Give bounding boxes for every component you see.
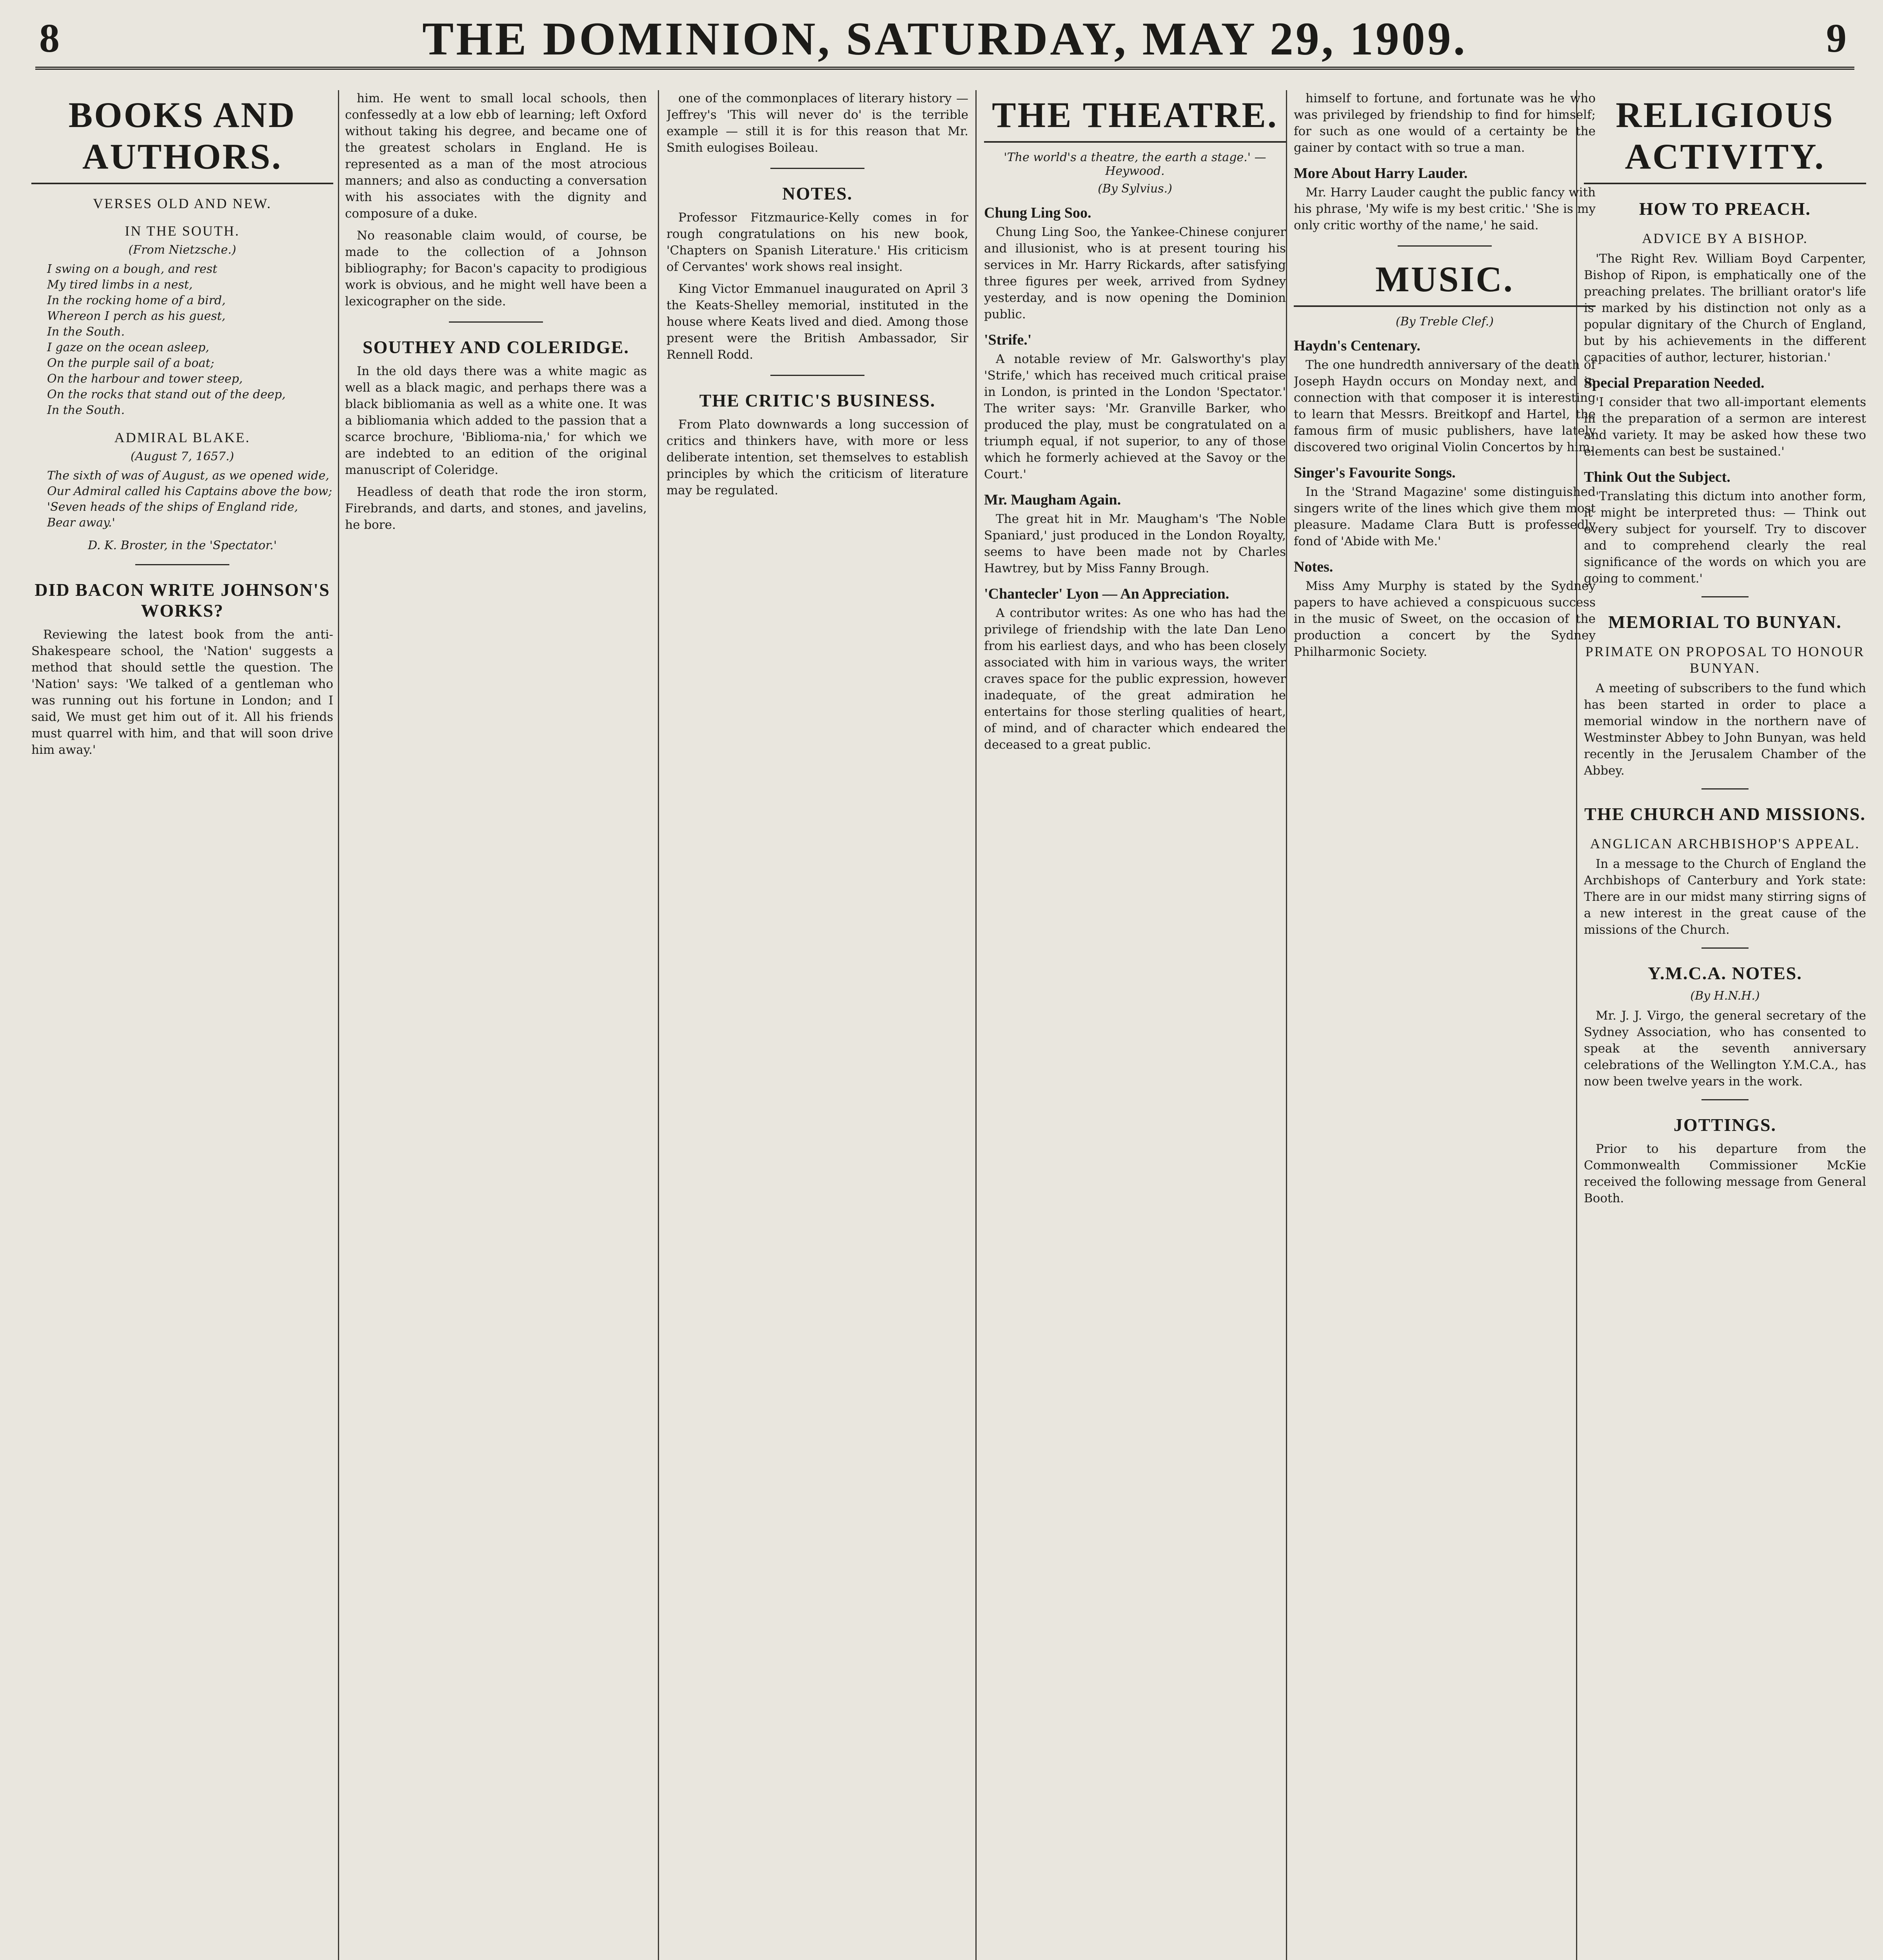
divider <box>1701 788 1749 789</box>
divider <box>770 168 864 169</box>
article-paragraph: 'Translating this dictum into another form, it might be interpreted thus: — Think out every subject for yourself. Try to discover and to comprehend clearly the real significance of the words on which you are going to comment.' <box>1584 489 1866 586</box>
column-religious-activity <box>1584 90 1866 1960</box>
article-paragraph: Chung Ling Soo, the Yankee-Chinese conjurer and illusionist, who is at present touring his services in Mr. Harry Rickards, after satisfying three figures per week, arrived from Sydney yesterday, and is now opening the Dominion public. <box>984 225 1286 321</box>
column-rule <box>338 90 339 1960</box>
article-paragraph: A meeting of subscribers to the fund which has been started in order to place a memorial window in the northern nave of Westminster Abbey to John Bunyan, was held recently in the Jerusalem Chamber of the Abbey. <box>1584 681 1866 778</box>
article-paragraph: Headless of death that rode the iron storm, Firebrands, and darts, and stones, and javelins, he bore. <box>345 485 647 532</box>
column-theatre <box>984 90 1286 1960</box>
byline: (By H.N.H.) <box>1690 989 1760 1003</box>
heading-southey-and-coleridge: SOUTHEY AND COLERIDGE. <box>362 337 630 357</box>
article-paragraph: 'The Right Rev. William Boyd Carpenter, Bishop of Ripon, is emphatically one of the preaching prelates. The brilliant orator's life is marked by his distinction not only as a popular dignitary of the Church of England, but by his achievements in the different capacities of author, lecturer, historian.' <box>1584 252 1866 365</box>
article-paragraph: King Victor Emmanuel inaugurated on April 3 the Keats-Shelley memorial, instituted in the house where Keats lived and died. Among those present were the British Ambassador, Sir Rennell Rodd. <box>666 282 968 362</box>
column-books-and-authors <box>31 90 333 1960</box>
column-rule <box>975 90 977 1960</box>
divider <box>135 564 229 565</box>
article-paragraph: No reasonable claim would, of course, be made to the collection of a Johnson bibliography; for Bacon's capacity to prodigious work is obvious, and he might well have been a lexicographer on the side. <box>345 229 647 309</box>
divider <box>1701 947 1749 949</box>
subheading: Notes. <box>1294 559 1333 575</box>
column-music <box>1294 90 1596 1960</box>
article-paragraph: A contributor writes: As one who has had the privilege of friendship with the late Dan Leno from his earliest days, and who has been closely associated with him in various ways, the writer craves space for the public expression, however inadequate, of the great admiration he entertains for those sterling qualities of heart, of mind, and of character which endeared the deceased to a great public. <box>984 606 1286 752</box>
section-title-music: MUSIC. <box>1294 258 1596 307</box>
article-paragraph: Miss Amy Murphy is stated by the Sydney papers to have achieved a conspicuous success in the music of Sweet, on the occasion of the production a concert by the Sydney Philharmonic Society. <box>1294 579 1596 659</box>
divider <box>1398 245 1492 247</box>
byline: (By Sylvius.) <box>1098 182 1172 196</box>
heading-ymca-notes: Y.M.C.A. NOTES. <box>1648 963 1802 983</box>
divider <box>1701 596 1749 597</box>
section-title-religious-activity: RELIGIOUS ACTIVITY. <box>1584 94 1866 184</box>
heading-bacon-johnson: DID BACON WRITE JOHNSON'S WORKS? <box>35 580 330 621</box>
masthead <box>35 8 1854 70</box>
page-number-right: 9 <box>1826 16 1847 61</box>
article-paragraph: one of the commonplaces of literary history — Jeffrey's 'This will never do' is the terrible example — still it is for this reason that Mr. Smith eulogises Boileau. <box>666 91 968 155</box>
column-rule <box>1286 90 1287 1960</box>
divider <box>1701 1099 1749 1100</box>
masthead-title: THE DOMINION, SATURDAY, MAY 29, 1909. <box>422 13 1467 65</box>
subheading-primate: PRIMATE ON PROPOSAL TO HONOUR BUNYAN. <box>1585 644 1865 676</box>
subheading: Haydn's Centenary. <box>1294 338 1421 354</box>
article-paragraph: Mr. J. J. Virgo, the general secretary of the Sydney Association, who has consented to speak at the seventh anniversary celebrations of the Wellington Y.M.C.A., has now been twelve years in the work. <box>1584 1009 1866 1089</box>
poem-source: (From Nietzsche.) <box>128 243 236 257</box>
subheading: Special Preparation Needed. <box>1584 375 1765 391</box>
article-paragraph: 'I consider that two all-important elements in the preparation of a sermon are interest and variety. It may be asked how these two elements can best be sustained.' <box>1584 395 1866 459</box>
divider <box>449 321 543 323</box>
article-paragraph: The one hundredth anniversary of the death of Joseph Haydn occurs on Monday next, and in connection with that composer it is interesting to learn that Messrs. Breitkopf and Hartel, the famous firm of music publishers, have lately discovered two original Violin Concertos by him. <box>1294 358 1596 454</box>
article-paragraph: Mr. Harry Lauder caught the public fancy with his phrase, 'My wife is my best critic.' 'She is my only critic worthy of the name,' he said. <box>1294 185 1596 232</box>
section-title-books-and-authors: BOOKS AND AUTHORS. <box>31 94 333 184</box>
heading-notes: NOTES. <box>782 183 853 203</box>
heading-critics-business: THE CRITIC'S BUSINESS. <box>699 390 936 410</box>
subheading: Chung Ling Soo. <box>984 205 1091 221</box>
article-paragraph: The great hit in Mr. Maugham's 'The Noble Spaniard,' just produced in the London Royalty, seems to have been made not by Charles Hawtrey, but by Miss Fanny Brough. <box>984 512 1286 575</box>
column-rule <box>658 90 659 1960</box>
article-paragraph: him. He went to small local schools, then confessedly at a low ebb of learning; left Oxford without taking his degree, and became one of the greatest scholars in England. He is represented as a man of the most atrocious manners; and also as conducting a conversation with his associates with the dignity and composure of a duke. <box>345 91 647 221</box>
subheading: Singer's Favourite Songs. <box>1294 465 1456 481</box>
page-number-left: 8 <box>39 16 60 61</box>
heading-verses-old-and-new: VERSES OLD AND NEW. <box>93 196 272 211</box>
article-paragraph: In a message to the Church of England the Archbishops of Canterbury and York state: There are in our midst many stirring signs of a new interest in the great cause of the missions of the Church. <box>1584 857 1866 937</box>
poem-attribution: D. K. Broster, in the 'Spectator.' <box>88 539 277 552</box>
subheading: More About Harry Lauder. <box>1294 165 1468 181</box>
article-paragraph: Prior to his departure from the Commonwealth Commissioner McKie received the following message from General Booth. <box>1584 1142 1866 1205</box>
column-two <box>345 90 647 1960</box>
subheading: Mr. Maugham Again. <box>984 492 1121 508</box>
subheading-archbishops-appeal: ANGLICAN ARCHBISHOP'S APPEAL. <box>1590 836 1860 851</box>
article-paragraph: In the old days there was a white magic as well as a black magic, and perhaps there was a black bibliomania as well as a white one. It was a bibliomania which added to the passion that a scarce brochure, 'Biblioma-nia,' for which we are indebted to an edition of the original manuscript of Coleridge. <box>345 364 647 477</box>
article-paragraph: From Plato downwards a long succession of critics and thinkers have, with more or less deliberate intention, set themselves to establish principles by which the criticism of literature may be regulated. <box>666 417 968 497</box>
subheading: Think Out the Subject. <box>1584 469 1730 485</box>
section-title-theatre: THE THEATRE. <box>984 94 1286 143</box>
article-paragraph: A notable review of Mr. Galsworthy's play 'Strife,' which has received much critical praise in London, is printed in the London 'Spectator.' The writer says: 'Mr. Granville Barker, who produced the play, must be congratulated on a triumph equal, if not superior, to any of those which he formerly achieved at the Savoy or the Court.' <box>984 352 1286 481</box>
article-paragraph: himself to fortune, and fortunate was he who was privileged by friendship to find for himself; for such as one would of a certainty be the gainer by contact with so true a man. <box>1294 91 1596 155</box>
byline: (By Treble Clef.) <box>1395 315 1494 328</box>
epigraph: 'The world's a theatre, the earth a stage.' — Heywood. <box>1004 151 1266 178</box>
poem-title-in-the-south: IN THE SOUTH. <box>125 223 240 239</box>
heading-church-and-missions: THE CHURCH AND MISSIONS. <box>1584 804 1866 824</box>
poem-body-admiral-blake: The sixth of was of August, as we opened wide, Our Admiral called his Captains above the bow; 'Seven heads of the ships of England ride, Bear away.' <box>47 469 332 530</box>
subheading: 'Chantecler' Lyon — An Appreciation. <box>984 586 1229 602</box>
heading-memorial-to-bunyan: MEMORIAL TO BUNYAN. <box>1608 612 1842 632</box>
divider <box>770 375 864 376</box>
subheading: 'Strife.' <box>984 332 1032 348</box>
article-paragraph: Reviewing the latest book from the anti-Shakespeare school, the 'Nation' suggests a method that should settle the question. The 'Nation' says: 'We talked of a gentleman who was running out his fortune in London; and I said, We must get him out of it. All his friends must quarrel with him, and that will soon drive him away.' <box>31 628 333 757</box>
article-paragraph: Professor Fitzmaurice-Kelly comes in for rough congratulations on his new book, 'Chapters on Spanish Literature.' His criticism of Cervantes' work shows real insight. <box>666 211 968 274</box>
column-three <box>666 90 968 1960</box>
subheading-advice-by-a-bishop: ADVICE BY A BISHOP. <box>1642 230 1808 246</box>
poem-date: (August 7, 1657.) <box>131 450 234 463</box>
poem-title-admiral-blake: ADMIRAL BLAKE. <box>114 430 251 445</box>
heading-jottings: JOTTINGS. <box>1673 1115 1777 1135</box>
heading-how-to-preach: HOW TO PREACH. <box>1639 199 1811 219</box>
article-paragraph: In the 'Strand Magazine' some distinguished singers write of the lines which give them most pleasure. Madame Clara Butt is professedly fond of 'Abide with Me.' <box>1294 485 1596 548</box>
poem-body-in-the-south: I swing on a bough, and rest My tired limbs in a nest, In the rocking home of a bird, Whereon I perch as his guest, In the South. I gaze on the ocean asleep, On the purple sail of a boat; On the harbour and tower steep, On the rocks that stand out of the deep, In the South. <box>47 262 286 417</box>
